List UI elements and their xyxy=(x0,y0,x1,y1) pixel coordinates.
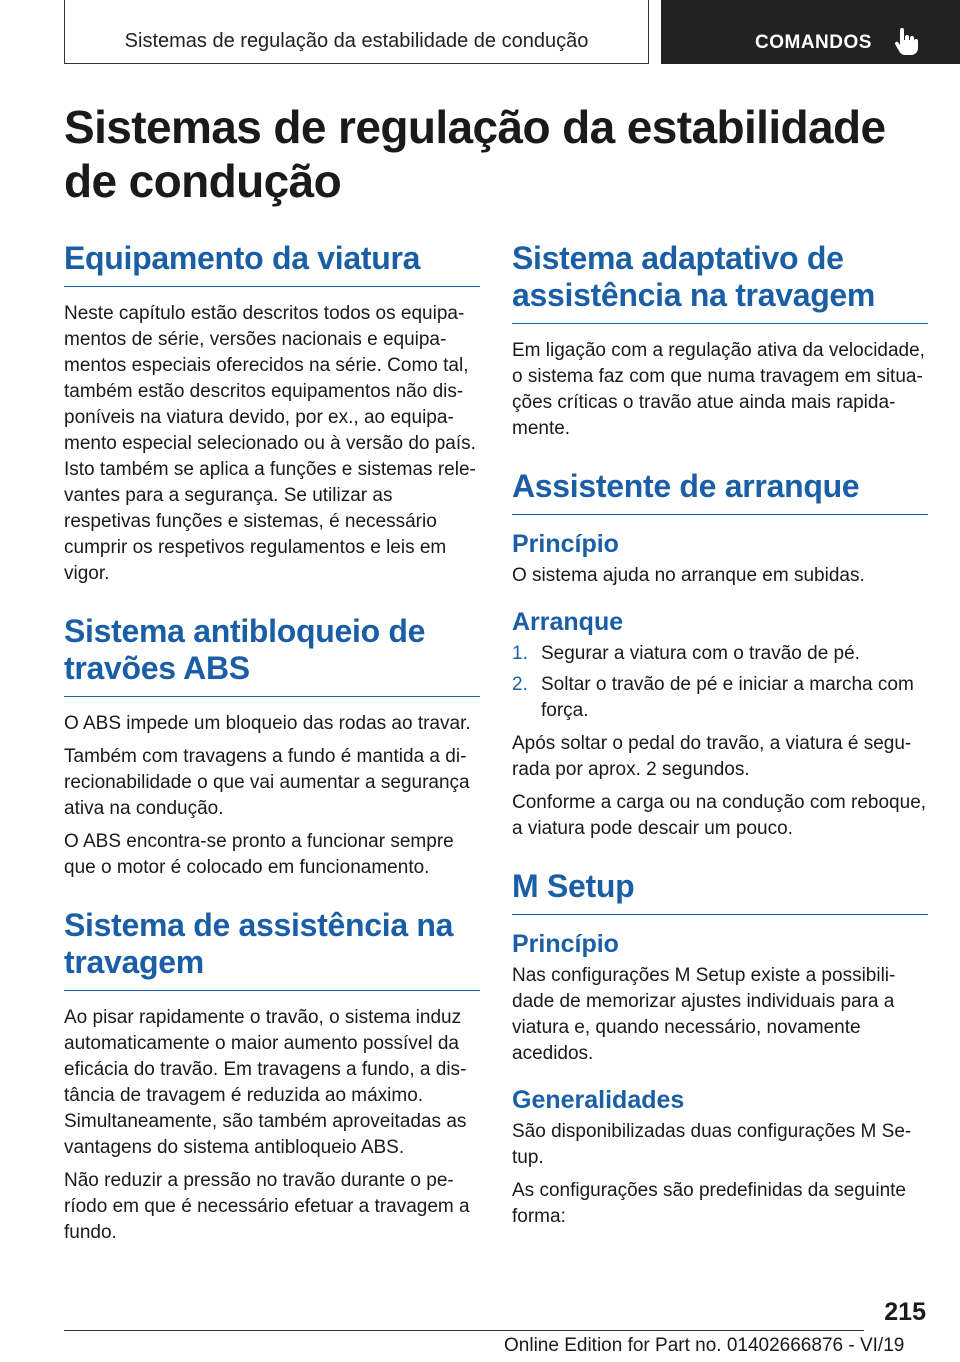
paragraph: As configurações são predefinidas da seguinte forma: xyxy=(512,1180,906,1227)
heading-adaptativo: Sistema adaptativo de assistência na travagem xyxy=(512,240,928,324)
list-item xyxy=(512,641,928,667)
page-title: Sistemas de regulação da estabilidade de condução xyxy=(64,101,886,207)
header-section-title-box xyxy=(64,0,649,64)
header-chapter-label: COMANDOS xyxy=(755,32,872,53)
paragraph: O sistema ajuda no arranque em subidas. xyxy=(512,565,865,586)
step-text: Segurar a viatura com o travão de pé. xyxy=(541,643,860,664)
header-section-title: Sistemas de regulação da estabilidade de condução xyxy=(124,30,589,52)
paragraph: Ao pisar rapidamente o travão, o sistema induz automaticamente o maior aumento possível da eficácia do travão. Em travagens a fundo, a distância de travagem é reduzida ao máximo. Simultaneamente, são também aproveitadas as vantagens do sistema antibloqueio ABS. xyxy=(64,1007,467,1158)
heading-assistencia-travagem: Sistema de assistência na travagem xyxy=(64,907,480,991)
step-number: 1. xyxy=(512,643,528,664)
subsection-principio xyxy=(512,529,928,589)
paragraph: Nas configurações M Setup existe a possibilidade de memorizar ajustes individuais para a viatura e, quando necessário, novamente acedidos. xyxy=(512,965,896,1064)
subsection-generalidades xyxy=(512,1085,928,1230)
right-column xyxy=(512,240,928,1256)
heading-m-setup: M Setup xyxy=(512,868,928,915)
paragraph: São disponibilizadas duas configurações M Setup. xyxy=(512,1121,912,1168)
heading-abs: Sistema antibloqueio de travões ABS xyxy=(64,613,480,697)
steps-list xyxy=(512,641,928,724)
paragraph: Não reduzir a pressão no travão durante o período em que é necessário efetuar a travagem a fundo. xyxy=(64,1170,470,1243)
left-column xyxy=(64,240,480,1272)
section-assistente-arranque xyxy=(512,468,928,842)
subsection-arranque xyxy=(512,607,928,842)
pointing-hand-icon xyxy=(894,28,918,56)
paragraph: O ABS encontra-se pronto a funcionar sempre que o motor é colocado em funcionamento. xyxy=(64,831,454,878)
section-m-setup xyxy=(512,868,928,1230)
section-assistencia-travagem xyxy=(64,907,480,1246)
subheading-principio: Princípio xyxy=(512,930,619,958)
section-adaptativo xyxy=(512,240,928,442)
heading-assistente-arranque: Assistente de arranque xyxy=(512,468,928,515)
heading-equipamento: Equipamento da viatura xyxy=(64,240,480,287)
paragraph: Também com travagens a fundo é mantida a direcionabilidade o que vai aumentar a segurança ativa na condução. xyxy=(64,746,470,819)
step-text: Soltar o travão de pé e iniciar a marcha com força. xyxy=(541,674,914,721)
list-item xyxy=(512,672,928,724)
subheading-generalidades: Generalidades xyxy=(512,1086,685,1114)
page-number: 215 xyxy=(884,1298,926,1326)
paragraph: O ABS impede um bloqueio das rodas ao travar. xyxy=(64,713,471,734)
paragraph: Em ligação com a regulação ativa da velocidade, o sistema faz com que numa travagem em situações críticas o travão atue ainda mais rapidamente. xyxy=(512,340,925,439)
paragraph: Após soltar o pedal do travão, a viatura é segurada por aprox. 2 segundos. xyxy=(512,733,912,780)
subheading-arranque: Arranque xyxy=(512,608,624,636)
paragraph: Conforme a carga ou na condução com reboque, a viatura pode descair um pouco. xyxy=(512,792,927,839)
paragraph: Neste capítulo estão descritos todos os equipamentos de série, versões nacionais e equipamentos especiais oferecidos na série. Como tal, também estão descritos equipamentos não disponíveis na viatura devido, por ex., ao equipamento especial selecionado ou à versão do país. Isto também se aplica a funções e sistemas relevantes para a segurança. Se utilizar as respetivas funções e sistemas, é necessário cumprir os respetivos regulamentos e leis em vigor. xyxy=(64,303,476,584)
section-abs xyxy=(64,613,480,881)
subsection-principio xyxy=(512,929,928,1067)
section-equipamento xyxy=(64,240,480,587)
footer-edition: Online Edition for Part no. 01402666876 - VI/19 xyxy=(504,1335,905,1356)
footer-divider xyxy=(64,1330,864,1331)
subheading-principio: Princípio xyxy=(512,530,619,558)
header-chapter-tab xyxy=(661,0,960,64)
step-number: 2. xyxy=(512,674,528,695)
